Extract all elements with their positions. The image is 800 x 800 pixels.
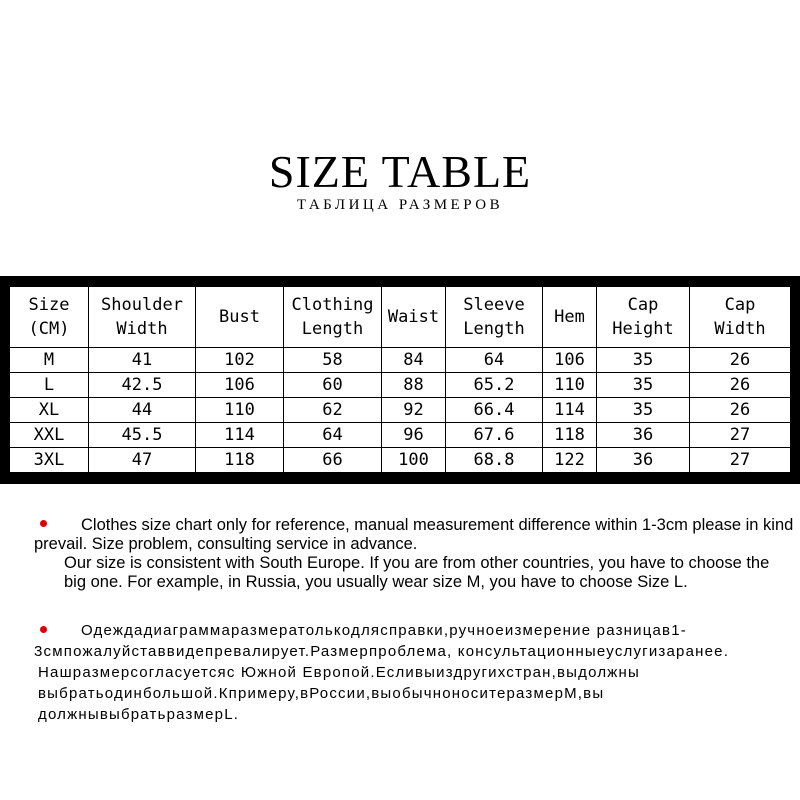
table-cell: 62 [284,398,382,423]
note-en-2 [34,554,794,592]
page-title: SIZE TABLE [268,146,532,197]
bullet-icon [40,626,47,633]
note-ru-2-text: Нашразмерсогласуетсяс Южной Европой.Есливыиздругихстран,выдолжны выбратьодинбольшой.Кпримеру,вРоссии,выобычноноситеразмерM,вы должнывыбратьразмерL. [38,664,640,723]
table-cell: 102 [196,348,284,373]
table-row [10,423,791,448]
table-cell: 26 [690,348,791,373]
header-size: Size (CM) [10,287,89,348]
table-cell: 58 [284,348,382,373]
table-cell: 66 [284,448,382,473]
table-cell: 64 [446,348,543,373]
table-cell: 106 [196,373,284,398]
table-cell: 84 [382,348,446,373]
table-cell: 41 [89,348,196,373]
table-cell: XL [10,398,89,423]
table-cell: 96 [382,423,446,448]
table-cell: 110 [543,373,597,398]
table-row [10,448,791,473]
table-cell: 26 [690,373,791,398]
table-cell: 47 [89,448,196,473]
table-cell: 110 [196,398,284,423]
table-cell: 44 [89,398,196,423]
note-ru-2 [34,662,794,725]
table-cell: 114 [196,423,284,448]
table-row [10,348,791,373]
note-en-1 [34,516,794,554]
table-cell: 35 [597,373,690,398]
table-cell: 45.5 [89,423,196,448]
table-cell: 66.4 [446,398,543,423]
header-clothing-length: Clothing Length [284,287,382,348]
table-cell: 35 [597,398,690,423]
note-en-2-text: Our size is consistent with South Europe. If you are from other countries, you have to choose the big one. For example, in Russia, you usually wear size M, you have to choose Size L. [64,554,770,591]
note-ru-1 [34,620,794,662]
table-cell: 36 [597,423,690,448]
header-waist: Waist [382,287,446,348]
table-cell: 122 [543,448,597,473]
table-cell: M [10,348,89,373]
table-cell: 65.2 [446,373,543,398]
header-hem: Hem [543,287,597,348]
table-cell: L [10,373,89,398]
table-cell: 35 [597,348,690,373]
header-shoulder-width: Shoulder Width [89,287,196,348]
table-cell: 88 [382,373,446,398]
header-cap-width: Cap Width [690,287,791,348]
page-subtitle: ТАБЛИЦА РАЗМЕРОВ [296,197,504,213]
table-cell: 3XL [10,448,89,473]
table-cell: 118 [196,448,284,473]
table-cell: 27 [690,423,791,448]
table-cell: 67.6 [446,423,543,448]
note-ru-1-text: Одеждадиаграммаразмератолькодляcправки,ручноеизмерение разницав1-3смпожалуйставвидепревалирует.Размерпроблема, консультационныеуслугизаранее. [34,622,730,660]
table-cell: 106 [543,348,597,373]
notes-english [34,516,794,592]
table-cell: 26 [690,398,791,423]
table-cell: 42.5 [89,373,196,398]
table-cell: 60 [284,373,382,398]
table-row [10,373,791,398]
table-cell: 36 [597,448,690,473]
size-table [9,286,791,473]
table-cell: 68.8 [446,448,543,473]
table-cell: XXL [10,423,89,448]
table-header-row [10,287,791,348]
table-row [10,398,791,423]
table-cell: 64 [284,423,382,448]
table-cell: 114 [543,398,597,423]
notes-russian [34,620,794,725]
table-cell: 27 [690,448,791,473]
note-en-1-text: Clothes size chart only for reference, manual measurement difference within 1-3cm please in kind prevail. Size problem, consulting service in advance. [34,516,794,553]
header-sleeve-length: Sleeve Length [446,287,543,348]
table-cell: 100 [382,448,446,473]
bullet-icon [40,520,47,527]
header-bust: Bust [196,287,284,348]
header-cap-height: Cap Height [597,287,690,348]
table-cell: 118 [543,423,597,448]
table-cell: 92 [382,398,446,423]
